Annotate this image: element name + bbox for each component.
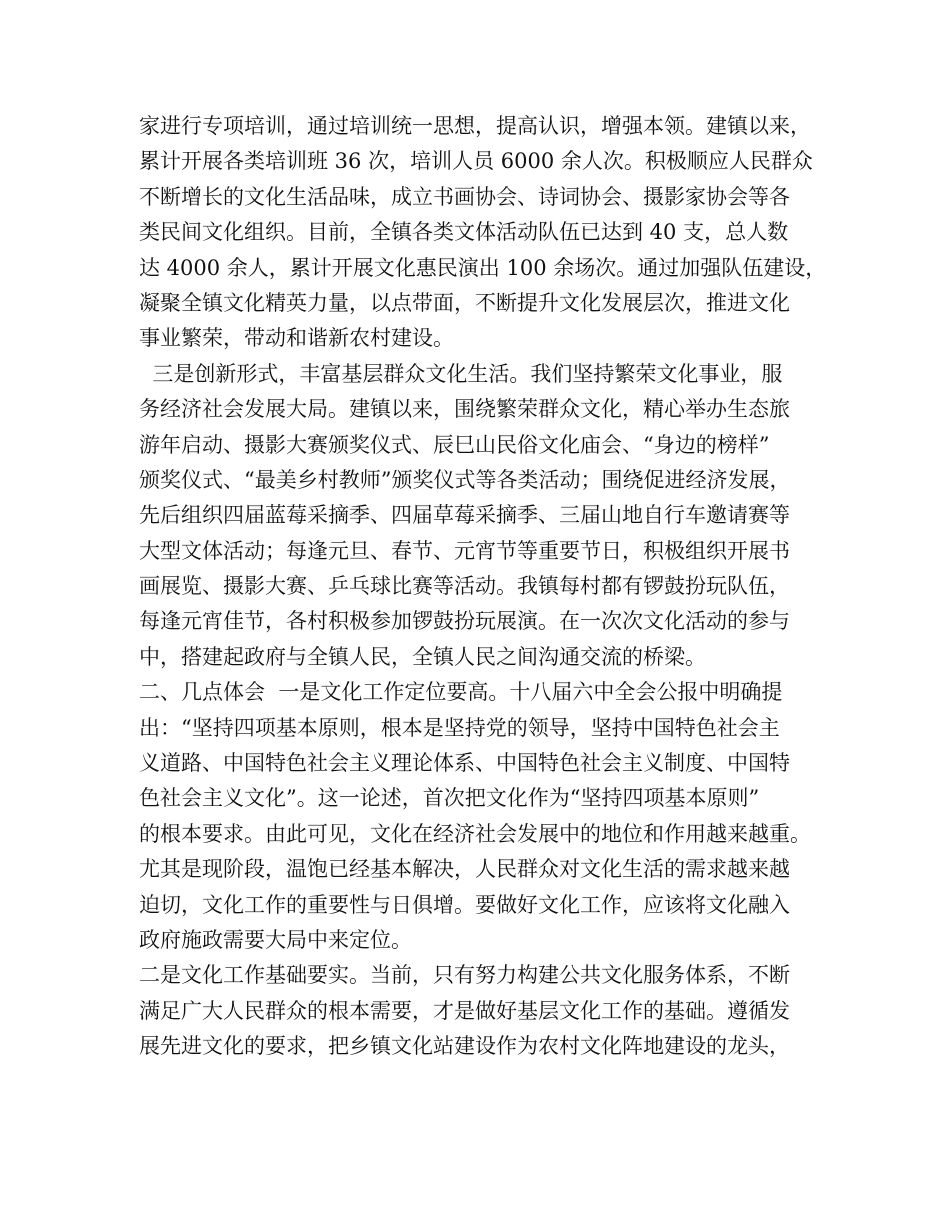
text-line: 色社会主义文化”。这一论述，首次把文化作为“坚持四项基本原则” (139, 786, 760, 811)
text-line: 凝聚全镇文化精英力量，以点带面，不断提升文化发展层次，推进文化 (139, 290, 790, 315)
text-line: 尤其是现阶段，温饱已经基本解决，人民群众对文化生活的需求越来越 (139, 857, 790, 882)
text-line: 满足广大人民群众的根本需要，才是做好基层文化工作的基础。遵循发 (139, 998, 790, 1023)
text-line: 每逢元宵佳节，各村积极参加锣鼓扮玩展演。在一次次文化活动的参与 (139, 609, 790, 634)
text-line: 不断增长的文化生活品味，成立书画协会、诗词协会、摄影家协会等各 (139, 184, 790, 209)
text-line: 的根本要求。由此可见，文化在经济社会发展中的地位和作用越来越重。 (139, 821, 811, 846)
text-line: 家进行专项培训，通过培训统一思想，提高认识，增强本领。建镇以来， (139, 114, 811, 138)
text-line: 游年启动、摄影大赛颁奖仪式、辰巳山民俗文化庙会、“身边的榜样” (139, 432, 770, 457)
text-line: 类民间文化组织。目前，全镇各类文体活动队伍已达到 40 支，总人数 (139, 220, 789, 245)
text-line: 累计开展各类培训班 36 次，培训人员 6000 余人次。积极顺应人民群众 (139, 149, 813, 174)
text-line: 颁奖仪式、“最美乡村教师”颁奖仪式等各类活动；围绕促进经济发展， (139, 467, 791, 492)
text-line: 中，搭建起政府与全镇人民，全镇人民之间沟通交流的桥梁。 (139, 644, 706, 669)
paragraph-2 (139, 357, 839, 676)
text-line: 事业繁荣，带动和谐新农村建设。 (139, 326, 454, 351)
text-line: 大型文体活动；每逢元旦、春节、元宵节等重要节日，积极组织开展书 (139, 538, 790, 563)
text-line: 政府施政需要大局中来定位。 (139, 927, 412, 952)
text-line: 务经济社会发展大局。建镇以来，围绕繁荣群众文化，精心举办生态旅 (139, 397, 790, 422)
text-line: 二、几点体会 一是文化工作定位要高。十八届六中全会公报中明确提 (139, 680, 783, 705)
document-body (139, 109, 839, 1065)
text-line: 出：“坚持四项基本原则，根本是坚持党的领导，坚持中国特色社会主 (139, 715, 780, 740)
text-line: 先后组织四届蓝莓采摘季、四届草莓采摘季、三届山地自行车邀请赛等 (139, 503, 790, 528)
text-line: 展先进文化的要求，把乡镇文化站建设作为农村文化阵地建设的龙头， (139, 1034, 790, 1059)
text-line: 三是创新形式，丰富基层群众文化生活。我们坚持繁荣文化事业，服 (139, 361, 783, 386)
text-line: 二是文化工作基础要实。当前，只有努力构建公共文化服务体系，不断 (139, 963, 790, 988)
paragraph-3 (139, 675, 839, 958)
text-line: 义道路、中国特色社会主义理论体系、中国特色社会主义制度、中国特 (139, 751, 790, 776)
text-line: 画展览、摄影大赛、乒乓球比赛等活动。我镇每村都有锣鼓扮玩队伍， (139, 574, 790, 599)
text-line: 迫切，文化工作的重要性与日俱增。要做好文化工作，应该将文化融入 (139, 892, 790, 917)
paragraph-4 (139, 958, 839, 1064)
paragraph-1 (139, 109, 839, 357)
text-line: 达 4000 余人，累计开展文化惠民演出 100 余场次。通过加强队伍建设， (139, 255, 827, 280)
